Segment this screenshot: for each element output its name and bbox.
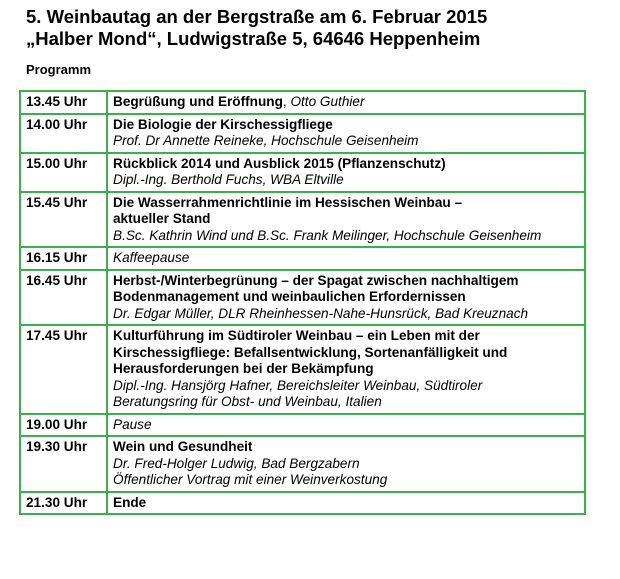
description-cell xyxy=(107,325,585,414)
description-cell xyxy=(107,436,585,492)
speaker-line-2: Öffentlicher Vortrag mit einer Weinverkostung xyxy=(113,472,388,487)
description-cell xyxy=(107,91,585,114)
session-title: Ende xyxy=(113,494,147,510)
table-row xyxy=(20,247,585,270)
session-title: Wein und Gesundheit xyxy=(113,439,253,454)
session-title-line-3: Herausforderungen bei der Bekämpfung xyxy=(113,361,374,376)
table-row xyxy=(20,270,585,326)
time-cell: 14.00 Uhr xyxy=(20,114,107,153)
time-cell: 15.00 Uhr xyxy=(20,153,107,192)
table-row xyxy=(20,414,585,437)
session-title-line-2: Kirschessigfliege: Befallsentwicklung, Sortenanfälligkeit und xyxy=(113,344,508,360)
description-cell xyxy=(107,492,585,515)
session-title: Rückblick 2014 und Ausblick 2015 (Pflanzenschutz) xyxy=(113,155,446,171)
session-title-line-1: Kulturführung im Südtiroler Weinbau – ein Leben mit der xyxy=(113,328,480,343)
time-cell: 17.45 Uhr xyxy=(20,325,107,414)
separator: , xyxy=(282,94,291,109)
table-row xyxy=(20,114,585,153)
program-table xyxy=(19,90,586,515)
time-cell: 13.45 Uhr xyxy=(20,91,107,114)
speaker: Dr. Edgar Müller, DLR Rheinhessen-Nahe-Hunsrück, Bad Kreuznach xyxy=(113,305,529,321)
time-cell: 16.45 Uhr xyxy=(20,270,107,326)
speaker: B.Sc. Kathrin Wind und B.Sc. Frank Meilinger, Hochschule Geisenheim xyxy=(113,227,542,243)
description-cell xyxy=(107,153,585,192)
table-row xyxy=(20,91,585,114)
time-cell: 16.15 Uhr xyxy=(20,247,107,270)
event-title xyxy=(26,6,487,50)
session-title-line-1: Herbst-/Winterbegrünung – der Spagat zwischen nachhaltigem xyxy=(113,272,519,288)
break-note: Pause xyxy=(113,416,152,432)
event-title-line-1: 5. Weinbautag an der Bergstraße am 6. Februar 2015 xyxy=(26,6,488,27)
description-cell xyxy=(107,414,585,437)
speaker: Dipl.-Ing. Berthold Fuchs, WBA Eltville xyxy=(113,172,344,187)
break-note: Kaffeepause xyxy=(113,250,190,265)
time-cell: 19.00 Uhr xyxy=(20,414,107,437)
description-cell xyxy=(107,192,585,248)
session-title: Die Biologie der Kirschessigfliege xyxy=(113,116,333,132)
time-cell: 15.45 Uhr xyxy=(20,192,107,248)
speaker-line-2: Beratungsring für Obst- und Weinbau, Italien xyxy=(113,394,382,409)
time-cell: 19.30 Uhr xyxy=(20,436,107,492)
speaker: Otto Guthier xyxy=(290,94,365,109)
session-title-line-2: Bodenmanagement und weinbaulichen Erfordernissen xyxy=(113,289,466,304)
speaker: Prof. Dr Annette Reineke, Hochschule Geisenheim xyxy=(113,133,419,148)
table-row xyxy=(20,492,585,515)
event-title-line-2: „Halber Mond“, Ludwigstraße 5, 64646 Heppenheim xyxy=(26,28,481,49)
description-cell xyxy=(107,114,585,153)
table-row xyxy=(20,325,585,414)
time-cell: 21.30 Uhr xyxy=(20,492,107,515)
table-row xyxy=(20,192,585,248)
description-cell xyxy=(107,247,585,270)
speaker-line-1: Dipl.-Ing. Hansjörg Hafner, Bereichsleiter Weinbau, Südtiroler xyxy=(113,377,483,393)
description-cell xyxy=(107,270,585,326)
session-title: Begrüßung und Eröffnung xyxy=(113,94,283,109)
speaker-line-1: Dr. Fred-Holger Ludwig, Bad Bergzabern xyxy=(113,455,360,471)
session-title-line-2: aktueller Stand xyxy=(113,211,211,226)
table-row xyxy=(20,153,585,192)
program-heading: Programm xyxy=(26,62,92,77)
session-title-line-1: Die Wasserrahmenrichtlinie im Hessischen Weinbau – xyxy=(113,194,463,210)
table-row xyxy=(20,436,585,492)
